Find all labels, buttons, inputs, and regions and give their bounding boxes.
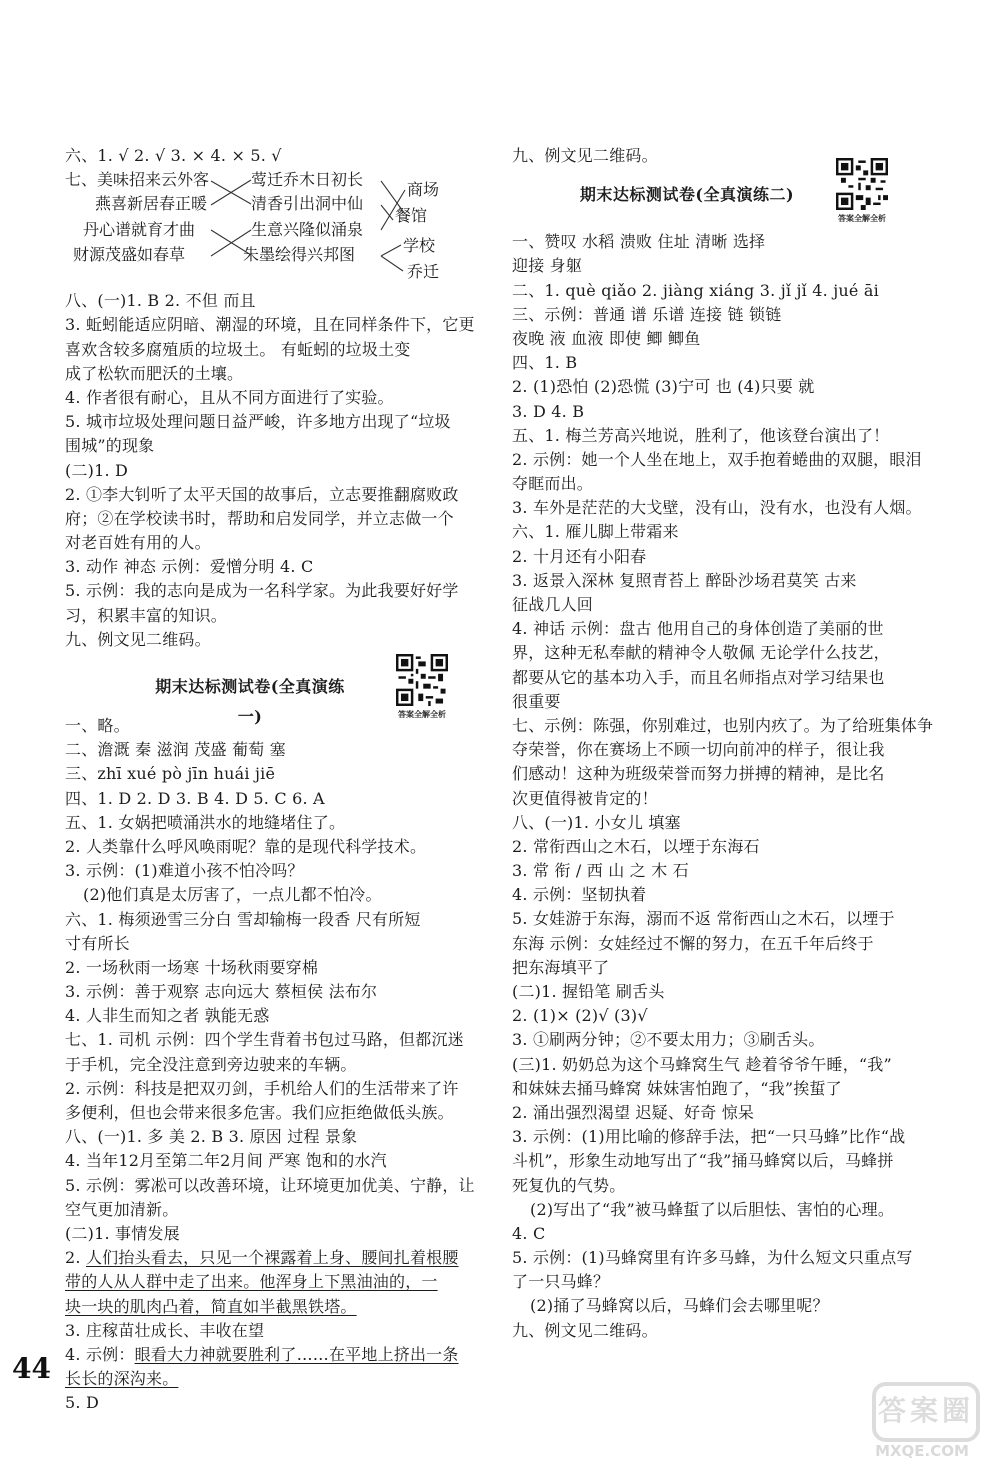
answer-line: 3. 返景入深林 复照青苔上 醉卧沙场君莫笑 古来 xyxy=(512,570,857,590)
answer-line: 五、1. 梅兰芳高兴地说，胜利了，他该登台演出了！ xyxy=(512,425,890,445)
match-mid-1: 莺迁乔木日初长 xyxy=(251,170,364,190)
answer-line: 4. 示例：坚韧执着 xyxy=(512,885,647,905)
watermark-logo-text: 答案圈 xyxy=(872,1382,980,1442)
match-left-2: 燕喜新居春正暖 xyxy=(95,194,208,214)
answer-line: 了一只马蜂？ xyxy=(512,1272,610,1292)
match-prefix: 七、 xyxy=(65,170,98,190)
match-line xyxy=(381,245,401,256)
answer-line: 九、例文见二维码。 xyxy=(512,146,658,165)
match-left-1: 美味招来云外客 xyxy=(97,170,210,190)
answer-line: 八、(一)1. B 2. 不但 而且 xyxy=(65,291,256,311)
section-header xyxy=(512,168,902,230)
answer-line: 夺荣誉，你在赛场上不顾一切向前冲的样子，很让我 xyxy=(512,740,885,760)
answer-line-underlined xyxy=(65,1270,470,1294)
match-mid-4: 朱墨绘得兴邦图 xyxy=(243,245,356,265)
answer-line: 把东海填平了 xyxy=(512,957,610,977)
matching-lines xyxy=(65,168,470,289)
underlined-text: 人们抬头看去，只见一个裸露着上身、腰间扎着根腰 xyxy=(85,1248,459,1268)
answer-line: (2)捅了马蜂窝以后，马蜂们会去哪里呢？ xyxy=(530,1296,829,1316)
answer-line: 五、1. 女娲把喷涌洪水的地缝堵住了。 xyxy=(65,812,346,832)
answer-line: 成了松软而肥沃的土壤。 xyxy=(65,363,244,383)
answer-line: 4. 当年12月至第二年2月间 严寒 饱和的水汽 xyxy=(65,1151,387,1171)
underlined-text: 带的人从人群中走了出来。他浑身上下黑油油的，一 xyxy=(65,1272,438,1292)
answer-line-underlined xyxy=(65,1343,470,1367)
answer-line: 夜晚 液 血液 即使 鲫 鲫鱼 xyxy=(512,328,701,348)
answer-line: 2. 示例：她一个人坐在地上，双手抱着蜷曲的双腿，眼泪 xyxy=(512,449,922,469)
answer-line: (二)1. 握铅笔 刷舌头 xyxy=(512,982,665,1001)
match-right-4: 乔迁 xyxy=(407,262,440,282)
match-line xyxy=(381,256,403,271)
answer-line: 四、1. D 2. D 3. B 4. D 5. C 6. A xyxy=(65,788,325,808)
item-number: 2. xyxy=(65,1248,86,1268)
watermark-url: MXQE.COM xyxy=(875,1442,969,1460)
answer-line: 5. 示例：我的志向是成为一名科学家。为此我要好好学 xyxy=(65,581,459,601)
qr-caption: 答案全解全析 xyxy=(398,710,446,719)
answer-line: 5. D xyxy=(65,1393,99,1413)
item-number: 4. 示例： xyxy=(65,1344,135,1364)
answer-line: 3. 蚯蚓能适应阴暗、潮湿的环境，且在同样条件下，它更 xyxy=(65,315,475,335)
answer-line: 九、例文见二维码。 xyxy=(65,629,211,649)
answer-line: 九、例文见二维码。 xyxy=(512,1320,658,1340)
answer-line: 4. 人非生而知之者 孰能无惑 xyxy=(65,1006,270,1026)
answer-line: 3. 常 衔 / 西 山 之 木 石 xyxy=(512,861,689,881)
answer-line: 2. 十月还有小阳春 xyxy=(512,546,647,566)
answer-line: 二、1. què qiǎo 2. jiàng xiáng 3. jǐ jǐ 4. jué āi xyxy=(512,280,879,300)
answer-line: 三、zhī xué pò jīn huái jiē xyxy=(65,764,276,784)
answer-line: 对老百姓有用的人。 xyxy=(65,533,211,553)
answer-line: 于手机，完全没注意到旁边驶来的车辆。 xyxy=(65,1054,357,1074)
answer-line: 喜欢含较多腐殖质的垃圾土。 有蚯蚓的垃圾土变 xyxy=(65,339,411,359)
qr-code-icon[interactable] xyxy=(836,158,888,210)
answer-line: 征战几人回 xyxy=(512,595,594,614)
answer-line: 习，积累丰富的知识。 xyxy=(65,605,228,625)
answer-line: 夺眶而出。 xyxy=(512,474,594,494)
section-title: 期末达标测试卷(全真演练二) xyxy=(579,185,795,205)
answer-line: (2)他们真是太厉害了，一点儿都不怕冷。 xyxy=(83,885,382,905)
answer-line: 们感动！这种为班级荣誉而努力拼搏的精神，是比名 xyxy=(512,764,885,784)
answer-line: 3. 动作 神态 示例：爱憎分明 4. C xyxy=(65,557,314,577)
answer-line: 府；②在学校读书时，帮助和启发同学，并立志做一个 xyxy=(65,508,454,528)
answer-line: 都要从它的基本功入手，而且名师指点对学习结果也 xyxy=(512,667,885,687)
match-left-3: 丹心谱就育才曲 xyxy=(83,220,196,240)
match-left-4: 财源茂盛如春草 xyxy=(73,245,186,265)
answer-line: 迎接 身躯 xyxy=(512,256,583,276)
answer-line: 东海 示例：女娃经过不懈的努力，在五千年后终于 xyxy=(512,933,874,953)
answer-line: 七、1. 司机 示例：四个学生背着书包过马路，但都沉迷 xyxy=(65,1030,464,1050)
answer-line: 3. 示例：善于观察 志向远大 蔡桓侯 法布尔 xyxy=(65,982,378,1002)
page-number: 44 xyxy=(12,1352,51,1385)
section-title: 期末达标测试卷(全真演练一) xyxy=(155,677,345,726)
answer-line: 3. 庄稼苗壮成长、丰收在望 xyxy=(65,1320,265,1340)
left-column xyxy=(65,144,475,1415)
answer-line: 八、(一)1. 多 美 2. B 3. 原因 过程 景象 xyxy=(65,1127,358,1147)
match-mid-2: 清香引出洞中仙 xyxy=(251,194,364,214)
answer-line: 4. 神话 示例：盘古 他用自己的身体创造了美丽的世 xyxy=(512,619,884,639)
answer-line: 3. D 4. B xyxy=(512,401,585,421)
answer-line: 围城”的现象 xyxy=(65,436,155,456)
answer-line: 2. (1)× (2)√ (3)√ xyxy=(512,1006,648,1026)
right-column xyxy=(512,144,934,1343)
answer-line: 5. 城市垃圾处理问题日益严峻，许多地方出现了“垃圾 xyxy=(65,412,451,432)
underlined-text: 长长的深沟来。 xyxy=(65,1369,179,1389)
underlined-text: 块一块的肌肉凸着，简直如半截黑铁塔。 xyxy=(65,1296,357,1316)
underlined-text: 眼看大力神就要胜利了……在平地上挤出一条 xyxy=(134,1344,459,1364)
answer-line: 很重要 xyxy=(512,691,561,711)
answer-line: 5. 示例：雾凇可以改善环境，让环境更加优美、宁静，让 xyxy=(65,1175,475,1195)
matching-exercise xyxy=(65,168,470,289)
answer-line: 八、(一)1. 小女儿 填塞 xyxy=(512,812,681,832)
answer-line: 5. 女娃游于东海，溺而不返 常衔西山之木石，以堙于 xyxy=(512,909,895,929)
answer-line: (三)1. 奶奶总为这个马蜂窝生气 趁着爷爷午睡，“我” xyxy=(512,1054,892,1074)
answer-line: 3. 示例：(1)用比喻的修辞手法，把“一只马蜂”比作“战 xyxy=(512,1127,906,1147)
qr-code-icon[interactable] xyxy=(396,654,448,706)
answer-line: 六、1. 雁儿脚上带霜来 xyxy=(512,522,679,542)
answer-line: 2. 示例：科技是把双刃剑，手机给人们的生活带来了许 xyxy=(65,1078,459,1098)
qr-caption: 答案全解全析 xyxy=(838,214,886,224)
answer-line: 四、1. B xyxy=(512,353,578,373)
answer-line: 死复仇的气势。 xyxy=(512,1175,626,1195)
answer-line: (二)1. 事情发展 xyxy=(65,1223,180,1243)
answer-line: 寸有所长 xyxy=(65,933,130,953)
answer-line: 斗机”，形象生动地写出了“我”捅马蜂窝以后，马蜂拼 xyxy=(512,1151,894,1171)
answer-line: 3. 车外是茫茫的大戈壁，没有山，没有水，也没有人烟。 xyxy=(512,498,922,518)
answer-line: 3. ①刷两分钟；②不要太用力；③刷舌头。 xyxy=(512,1030,825,1050)
match-mid-3: 生意兴隆似涌泉 xyxy=(251,220,364,240)
answer-line: 2. 人类靠什么呼风唤雨呢？靠的是现代科学技术。 xyxy=(65,836,427,856)
answer-line-underlined xyxy=(65,1367,470,1391)
answer-line: 三、示例：普通 谱 乐谱 连接 链 锁链 xyxy=(512,304,782,324)
qr-code-block[interactable] xyxy=(832,158,892,224)
answer-line: 七、示例：陈强，你别难过，也别内疚了。为了给班集体争 xyxy=(512,715,934,735)
answer-line-underlined xyxy=(65,1295,470,1319)
answer-line: 5. 示例：(1)马蜂窝里有许多马蜂，为什么短文只重点写 xyxy=(512,1248,913,1268)
answer-line: 六、1. √ 2. √ 3. × 4. × 5. √ xyxy=(65,146,282,165)
answer-line: 4. C xyxy=(512,1223,546,1243)
match-right-2: 餐馆 xyxy=(395,206,428,226)
answer-line: (二)1. D xyxy=(65,460,129,480)
answer-line: 2. 涌出强烈渴望 迟疑、好奇 惊呆 xyxy=(512,1102,755,1122)
answer-line: 2. (1)恐怕 (2)恐慌 (3)宁可 也 (4)只要 就 xyxy=(512,377,815,397)
answer-line: 2. 常衔西山之木石，以堙于东海石 xyxy=(512,836,760,856)
answer-line: 一、赞叹 水稻 溃败 住址 清晰 选择 xyxy=(512,232,766,252)
match-right-3: 学校 xyxy=(403,236,436,256)
match-right-1: 商场 xyxy=(407,180,440,200)
answer-line-underlined xyxy=(65,1246,470,1270)
match-line xyxy=(211,180,251,205)
answer-line: 3. 示例：(1)难道小孩不怕冷吗？ xyxy=(65,861,304,881)
answer-line: (2)写出了“我”被马蜂蜇了以后胆怯、害怕的心理。 xyxy=(530,1199,895,1219)
answer-line: 2. ①李大钊听了太平天国的故事后，立志要推翻腐败政 xyxy=(65,484,459,504)
answer-line: 次更值得被肯定的！ xyxy=(512,788,658,808)
answer-line: 一、略。 xyxy=(65,716,130,735)
answer-line: 4. 作者很有耐心，且从不同方面进行了实验。 xyxy=(65,387,394,407)
answer-line: 多便利，但也会带来很多危害。我们应拒绝做低头族。 xyxy=(65,1103,454,1122)
answer-line: 界，这种无私奉献的精神令人敬佩 无论学什么技艺， xyxy=(512,643,890,663)
watermark-logo xyxy=(862,1378,982,1460)
answer-line: 空气更加清新。 xyxy=(65,1199,179,1219)
answer-line: 二、澹溉 秦 滋润 茂盛 葡萄 塞 xyxy=(65,740,286,760)
answer-line: 和妹妹去捅马蜂窝 妹妹害怕跑了，“我”挨蜇了 xyxy=(512,1078,842,1098)
answer-line: 2. 一场秋雨一场寒 十场秋雨要穿棉 xyxy=(65,957,319,977)
qr-code-block[interactable] xyxy=(392,654,452,720)
answer-line: 六、1. 梅须逊雪三分白 雪却输梅一段香 尺有所短 xyxy=(65,909,421,929)
